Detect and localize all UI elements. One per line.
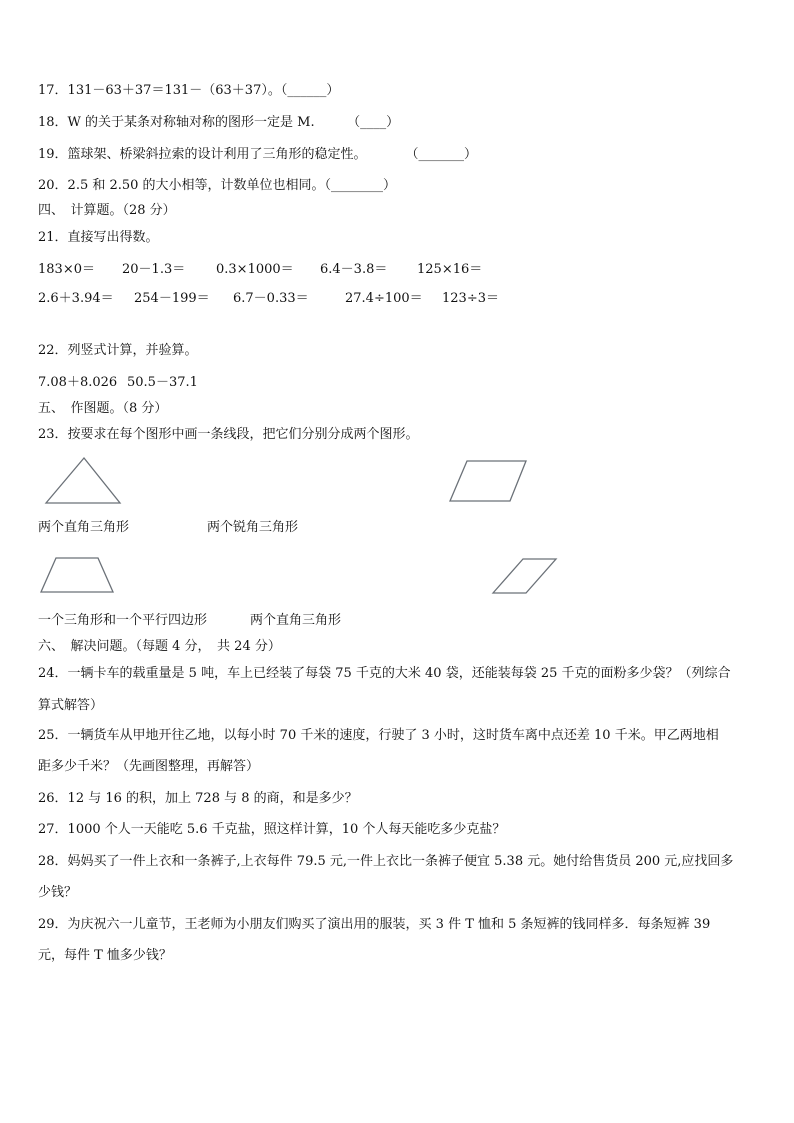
- calc-item: 20－1.3＝: [122, 262, 186, 277]
- question-28-line2: 少钱？: [38, 885, 78, 900]
- calc-item: 6.4－3.8＝: [320, 262, 388, 277]
- calc-item: 2.6＋3.94＝: [38, 291, 114, 306]
- question-18: 18．W 的关于某条对称轴对称的图形一定是 M. （____）: [38, 115, 400, 130]
- question-26: 26．12 与 16 的积，加上 728 与 8 的商，和是多少？: [38, 791, 358, 806]
- section-6-heading: 六、 解决问题。（每题 4 分， 共 24 分）: [38, 639, 281, 654]
- question-25-line2: 距多少千米？（先画图整理，再解答）: [38, 759, 260, 774]
- question-28-line1: 28．妈妈买了一件上衣和一条裤子,上衣每件 79.5 元,一件上衣比一条裤子便宜 5.38 元。她付给售货员 200 元,应找回多: [38, 854, 734, 869]
- question-24-line1: 24．一辆卡车的载重量是 5 吨，车上已经装了每袋 75 千克的大米 40 袋，还能装每袋 25 千克的面粉多少袋？（列综合: [38, 666, 731, 681]
- calc-item: 6.7－0.33＝: [233, 291, 309, 306]
- question-22: 22．列竖式计算，并验算。: [38, 343, 198, 358]
- parallelogram-figure: [444, 456, 530, 504]
- rhombus-figure: [488, 556, 560, 596]
- trapezoid-figure: [36, 554, 118, 596]
- figure-label: 两个直角三角形: [250, 613, 342, 628]
- question-27: 27．1000 个人一天能吃 5.6 千克盐，照这样计算，10 个人每天能吃多少克盐？: [38, 822, 506, 837]
- triangle-figure: [40, 454, 124, 506]
- figure-label: 两个直角三角形: [38, 520, 130, 535]
- figure-label: 两个锐角三角形: [207, 520, 299, 535]
- calc-item: 123÷3＝: [442, 291, 499, 306]
- section-4-heading: 四、 计算题。（28 分）: [38, 203, 176, 218]
- figure-label: 一个三角形和一个平行四边形: [38, 613, 208, 628]
- question-23: 23．按要求在每个图形中画一条线段，把它们分别分成两个图形。: [38, 427, 419, 442]
- calc-item: 125×16＝: [417, 262, 483, 277]
- question-19: 19．篮球架、桥梁斜拉索的设计利用了三角形的稳定性。 （_______）: [38, 147, 478, 162]
- question-29-line1: 29．为庆祝六一儿童节，王老师为小朋友们购买了演出用的服装，买 3 件 T 恤和 5 条短裤的钱同样多．每条短裤 39: [38, 917, 711, 932]
- question-24-line2: 算式解答）: [38, 698, 104, 713]
- vertical-calc-item: 50.5－37.1: [127, 375, 198, 390]
- question-21: 21．直接写出得数。: [38, 230, 159, 245]
- section-5-heading: 五、 作图题。（8 分）: [38, 401, 168, 416]
- calc-item: 0.3×1000＝: [216, 262, 294, 277]
- calc-item: 27.4÷100＝: [345, 291, 423, 306]
- question-20: 20．2.5 和 2.50 的大小相等，计数单位也相同。（________）: [38, 178, 397, 193]
- question-17: 17．131－63＋37＝131－（63＋37）。（______）: [38, 83, 340, 98]
- question-25-line1: 25．一辆货车从甲地开往乙地，以每小时 70 千米的速度，行驶了 3 小时，这时货车离中点还差 10 千米。甲乙两地相: [38, 728, 719, 743]
- calc-item: 183×0＝: [38, 262, 95, 277]
- question-29-line2: 元，每件 T 恤多少钱？: [38, 948, 172, 963]
- calc-item: 254－199＝: [134, 291, 210, 306]
- vertical-calc-item: 7.08＋8.026: [38, 375, 118, 390]
